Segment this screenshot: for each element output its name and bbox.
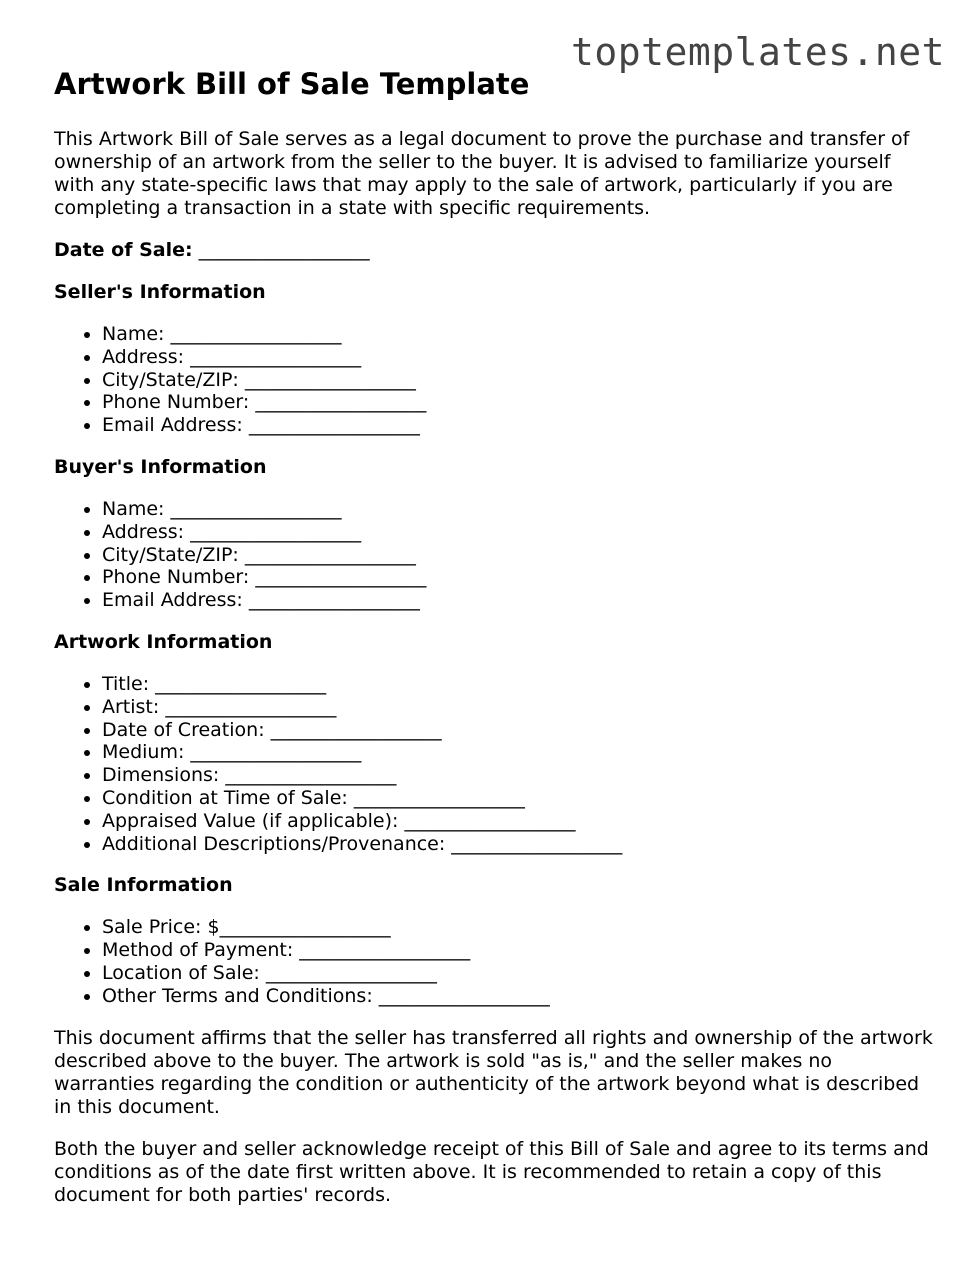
sale-info-list	[54, 916, 934, 1007]
list-item: • Title: __________________	[102, 673, 934, 696]
buyers-info-heading: Buyer's Information	[54, 455, 267, 478]
acknowledgement-paragraph: Both the buyer and seller acknowledge receipt of this Bill of Sale and agree to its terms and conditions as of the date first written above. It is recommended to retain a copy of this document for both parties' records.	[54, 1137, 929, 1206]
intro-paragraph: This Artwork Bill of Sale serves as a legal document to prove the purchase and transfer of ownership of an artwork from the seller to the buyer. It is advised to familiarize yourself with any state-specific laws that may apply to the sale of artwork, particularly if you are completing a transaction in a state with specific requirements.	[54, 128, 910, 219]
list-item: • Medium: __________________	[102, 741, 934, 764]
watermark: toptemplates.net	[570, 30, 945, 74]
date-of-sale-label: Date of Sale:	[54, 239, 193, 261]
artwork-info-list	[54, 673, 934, 855]
list-item: • Name: __________________	[102, 498, 934, 521]
list-item: • Address: __________________	[102, 346, 934, 369]
list-item: • City/State/ZIP: __________________	[102, 369, 934, 392]
list-item: • Address: __________________	[102, 521, 934, 544]
artwork-info-heading: Artwork Information	[54, 630, 273, 653]
document-body	[54, 64, 934, 1226]
list-item: • Date of Creation: __________________	[102, 719, 934, 742]
sale-info-heading: Sale Information	[54, 874, 233, 897]
affirmation-paragraph: This document affirms that the seller has transferred all rights and ownership of the artwork described above to the buyer. The artwork is sold "as is," and the seller makes no warranties regarding the condition or authenticity of the artwork beyond what is described in this document.	[54, 1026, 933, 1118]
date-of-sale-line	[54, 239, 934, 262]
list-item: • Sale Price: $__________________	[102, 916, 934, 939]
sellers-info-list	[54, 323, 934, 437]
page-title: Artwork Bill of Sale Template	[54, 67, 530, 101]
list-item: • Phone Number: __________________	[102, 391, 934, 414]
buyers-info-list	[54, 498, 934, 612]
date-of-sale-blank: __________________	[198, 239, 370, 261]
list-item: • Location of Sale: __________________	[102, 962, 934, 985]
sellers-info-heading: Seller's Information	[54, 281, 266, 303]
list-item: • Other Terms and Conditions: __________________	[102, 985, 934, 1008]
list-item: • Artist: __________________	[102, 696, 934, 719]
list-item: • Additional Descriptions/Provenance: __________________	[102, 833, 934, 856]
list-item: • City/State/ZIP: __________________	[102, 544, 934, 567]
list-item: • Appraised Value (if applicable): __________________	[102, 810, 934, 833]
list-item: • Phone Number: __________________	[102, 566, 934, 589]
list-item: • Condition at Time of Sale: __________________	[102, 787, 934, 810]
list-item: • Name: __________________	[102, 323, 934, 346]
list-item: • Dimensions: __________________	[102, 764, 934, 787]
list-item: • Email Address: __________________	[102, 414, 934, 437]
list-item: • Method of Payment: __________________	[102, 939, 934, 962]
list-item: • Email Address: __________________	[102, 589, 934, 612]
